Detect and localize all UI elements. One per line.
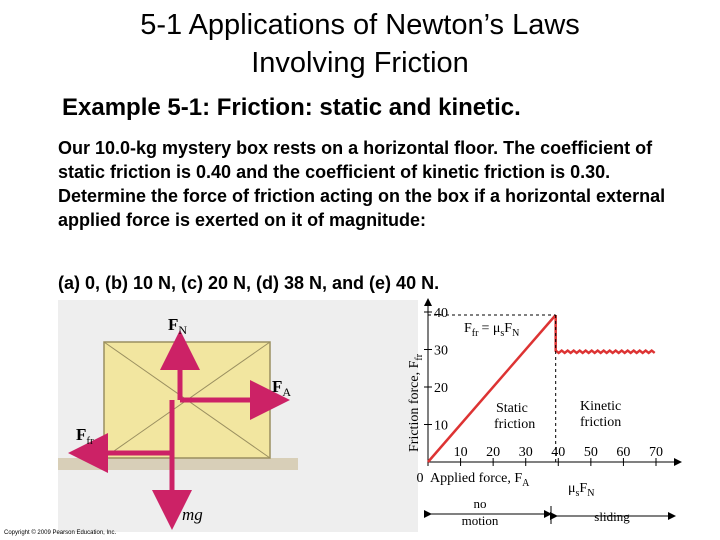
threshold-label: $\mu_sF_N$	[568, 481, 595, 499]
x-tick-label: 50	[583, 445, 598, 460]
floor	[58, 458, 298, 470]
y-axis-label: Friction force, $F_{fr}$	[407, 353, 425, 452]
x-tick-label: 60	[616, 445, 631, 460]
title-line-1: 5-1 Applications of Newton’s Laws	[140, 9, 580, 41]
no-motion-label-2: motion	[461, 513, 499, 528]
kinetic-region-label-1: Kinetic	[580, 399, 622, 414]
y-tick-label: 10	[434, 418, 448, 434]
weight-label: mg	[182, 505, 203, 524]
slide-title	[0, 6, 720, 82]
title-line-2: Involving Friction	[251, 47, 469, 79]
static-equation: $F_{fr} = \mu_sF_N$	[464, 321, 520, 339]
problem-parts: (a) 0, (b) 10 N, (c) 20 N, (d) 38 N, and (e) 40 N.	[58, 273, 440, 293]
static-region-label-2: friction	[494, 417, 536, 432]
static-region-label-1: Static	[496, 401, 528, 416]
applied-force-label: $F_A$	[272, 377, 292, 399]
y-tick-label: 20	[434, 381, 448, 396]
box-diagram	[58, 300, 418, 532]
sliding-label: sliding	[594, 509, 630, 524]
normal-force-label: $F_N$	[168, 315, 188, 337]
friction-label: $F_{fr}$	[76, 425, 94, 447]
friction-chart	[398, 292, 698, 532]
no-motion-label-1: no	[473, 496, 487, 511]
x-tick-label: 0	[416, 471, 424, 486]
copyright-notice: Copyright © 2009 Pearson Education, Inc.	[4, 530, 117, 536]
x-tick-label: 10	[453, 445, 468, 460]
kinetic-region-label-2: friction	[580, 415, 622, 430]
x-tick-label: 70	[649, 445, 663, 460]
x-tick-label: 30	[518, 445, 533, 460]
problem-statement: Our 10.0-kg mystery box rests on a horizontal floor. The coefficient of static friction is 0.40 and the coefficient of kinetic friction is 0.30. Determine the force of friction acting on the box if a horizontal external applied force is exerted on it of magnitude:	[58, 138, 666, 230]
y-tick-label: 40	[434, 306, 448, 321]
x-axis-label: Applied force, $F_A$	[430, 471, 530, 489]
x-tick-label: 40	[551, 445, 566, 460]
kinetic-friction-line	[556, 351, 655, 353]
example-heading: Example 5-1: Friction: static and kinetic.	[62, 94, 521, 121]
y-tick-label: 30	[434, 343, 448, 359]
x-tick-label: 20	[486, 445, 501, 460]
